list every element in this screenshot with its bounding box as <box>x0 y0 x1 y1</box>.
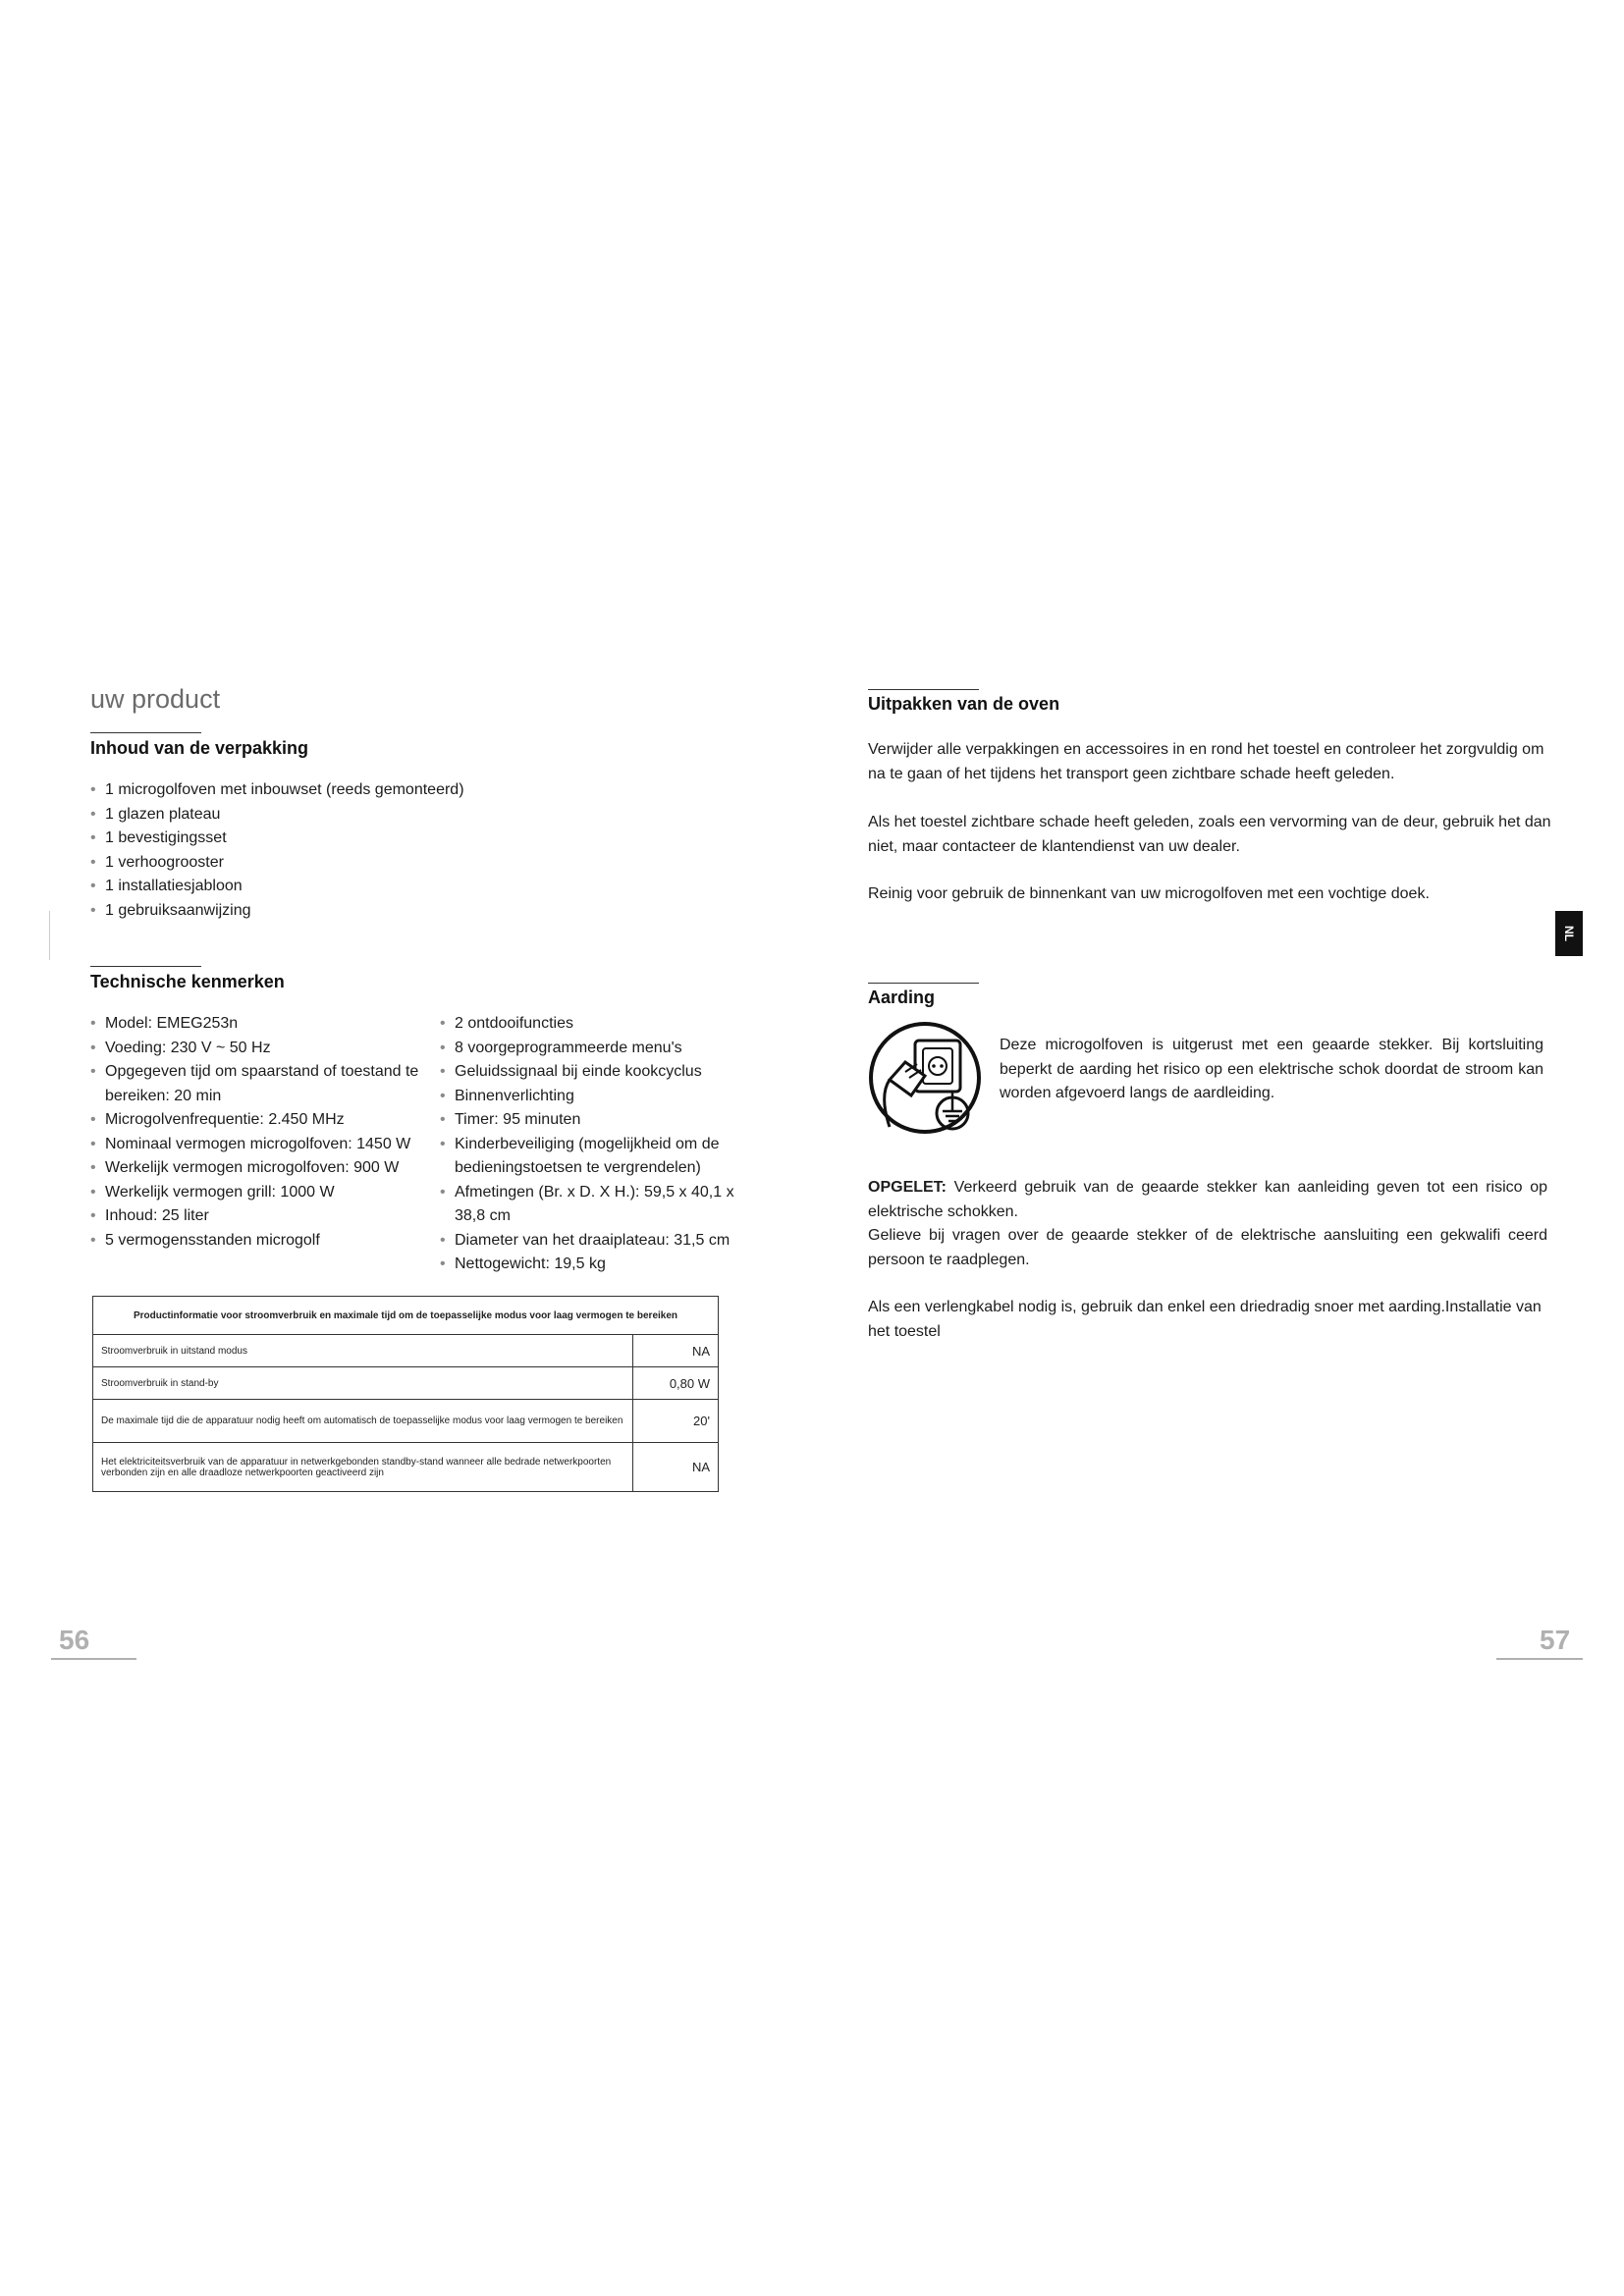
unpack-paragraph: Als het toestel zichtbare schade heeft geleden, zoals een vervorming van de deur, gebruik het dan niet, maar contacteer de klantendienst van uw dealer. <box>868 814 1551 855</box>
unpack-paragraph: Verwijder alle verpakkingen en accessoires in en rond het toestel en controleer het zorgvuldig om na te gaan of het tijdens het transport geen zichtbare schade heeft geleden. <box>868 741 1544 782</box>
packaging-list <box>90 778 601 923</box>
unpack-heading: Uitpakken van de oven <box>868 694 1060 714</box>
list-item: • 1 installatiesjabloon <box>90 875 601 899</box>
list-item: • Voeding: 230 V ~ 50 Hz <box>90 1037 424 1061</box>
list-item: • 1 microgolfoven met inbouwset (reeds gemonteerd) <box>90 778 601 803</box>
packaging-heading: Inhoud van de verpakking <box>90 738 309 758</box>
row-label: De maximale tijd die de apparatuur nodig heeft om automatisch de toepasselijke modus voor laag vermogen te bereiken <box>93 1400 633 1443</box>
list-item: • Geluidssignaal bij einde kookcyclus <box>440 1060 754 1085</box>
list-item: • Opgegeven tijd om spaarstand of toestand te bereiken: 20 min <box>90 1060 424 1108</box>
table-row <box>93 1335 719 1367</box>
language-tag <box>1555 911 1583 956</box>
earthing-heading: Aarding <box>868 988 936 1007</box>
row-value: 0,80 W <box>633 1367 719 1400</box>
unpack-paragraph: Reinig voor gebruik de binnenkant van uw microgolfoven met een vochtige doek. <box>868 885 1430 902</box>
list-item: • Nettogewicht: 19,5 kg <box>440 1253 754 1277</box>
margin-mark <box>49 911 50 960</box>
page-number-left: 56 <box>59 1625 90 1655</box>
list-item: • Model: EMEG253n <box>90 1012 424 1037</box>
row-value: 20' <box>633 1400 719 1443</box>
list-item: • Inhoud: 25 liter <box>90 1204 424 1229</box>
page-number-rule <box>51 1658 136 1660</box>
list-item: • 1 gebruiksaanwijzing <box>90 899 601 924</box>
table-header: Productinformatie voor stroomverbruik en maximale tijd om de toepasselijke modus voor laag vermogen te bereiken <box>93 1297 719 1335</box>
list-item: • Kinderbeveiliging (mogelijkheid om de bedieningstoetsen te vergrendelen) <box>440 1133 754 1181</box>
page-number-rule <box>1496 1658 1583 1660</box>
earthing-extension: Als een verlengkabel nodig is, gebruik dan enkel een driedradig snoer met aarding.Installatie van het toestel <box>868 1299 1542 1340</box>
list-item: • 1 verhoogrooster <box>90 851 601 876</box>
list-item: • Microgolvenfrequentie: 2.450 MHz <box>90 1108 424 1133</box>
list-item: • Nominaal vermogen microgolfoven: 1450 W <box>90 1133 424 1157</box>
table-row <box>93 1400 719 1443</box>
earthing-advice: Gelieve bij vragen over de geaarde stekker of de elektrische aansluiting een gekwalifi ceerd persoon te raadplegen. <box>868 1227 1547 1268</box>
list-item: • Timer: 95 minuten <box>440 1108 754 1133</box>
grounded-plug-icon <box>868 1021 984 1144</box>
heading-rule <box>90 966 201 967</box>
list-item: • 1 glazen plateau <box>90 803 601 828</box>
warning-label: OPGELET: <box>868 1179 947 1196</box>
earthing-warning <box>868 1176 1547 1224</box>
earthing-intro: Deze microgolfoven is uitgerust met een geaarde stekker. Bij kortsluiting beperkt de aarding het risico op een elektrische schok doordat de stroom kan worden afgevoerd langs de aardleiding. <box>1000 1037 1543 1101</box>
list-item: • 5 vermogensstanden microgolf <box>90 1229 424 1254</box>
list-item: • Binnenverlichting <box>440 1085 754 1109</box>
heading-rule <box>868 689 979 690</box>
row-value: NA <box>633 1443 719 1492</box>
heading-rule <box>868 983 979 984</box>
list-item: • 1 bevestigingsset <box>90 827 601 851</box>
row-label: Stroomverbruik in uitstand modus <box>93 1335 633 1367</box>
list-item: • Werkelijk vermogen microgolfoven: 900 W <box>90 1156 424 1181</box>
row-label: Stroomverbruik in stand-by <box>93 1367 633 1400</box>
table-row <box>93 1443 719 1492</box>
tech-list-col2 <box>440 1012 754 1277</box>
power-info-table <box>92 1296 719 1492</box>
row-value: NA <box>633 1335 719 1367</box>
list-item: • Afmetingen (Br. x D. X H.): 59,5 x 40,1 x 38,8 cm <box>440 1181 754 1229</box>
table-row <box>93 1367 719 1400</box>
row-label: Het elektriciteitsverbruik van de apparatuur in netwerkgebonden standby-stand wanneer alle bedrade netwerkpoorten verbonden zijn en alle draadloze netwerkpoorten geactiveerd zijn <box>93 1443 633 1492</box>
tech-list-col1 <box>90 1012 424 1253</box>
list-item: • Diameter van het draaiplateau: 31,5 cm <box>440 1229 754 1254</box>
list-item: • Werkelijk vermogen grill: 1000 W <box>90 1181 424 1205</box>
section-title: uw product <box>90 684 221 714</box>
page-number-right: 57 <box>1540 1625 1571 1655</box>
tech-heading: Technische kenmerken <box>90 972 285 991</box>
warning-text: Verkeerd gebruik van de geaarde stekker kan aanleiding geven tot een risico op elektrische schokken. <box>868 1179 1547 1220</box>
list-item: • 2 ontdooifuncties <box>440 1012 754 1037</box>
language-tag-label: NL <box>1562 926 1576 941</box>
heading-rule <box>90 732 201 733</box>
list-item: • 8 voorgeprogrammeerde menu's <box>440 1037 754 1061</box>
